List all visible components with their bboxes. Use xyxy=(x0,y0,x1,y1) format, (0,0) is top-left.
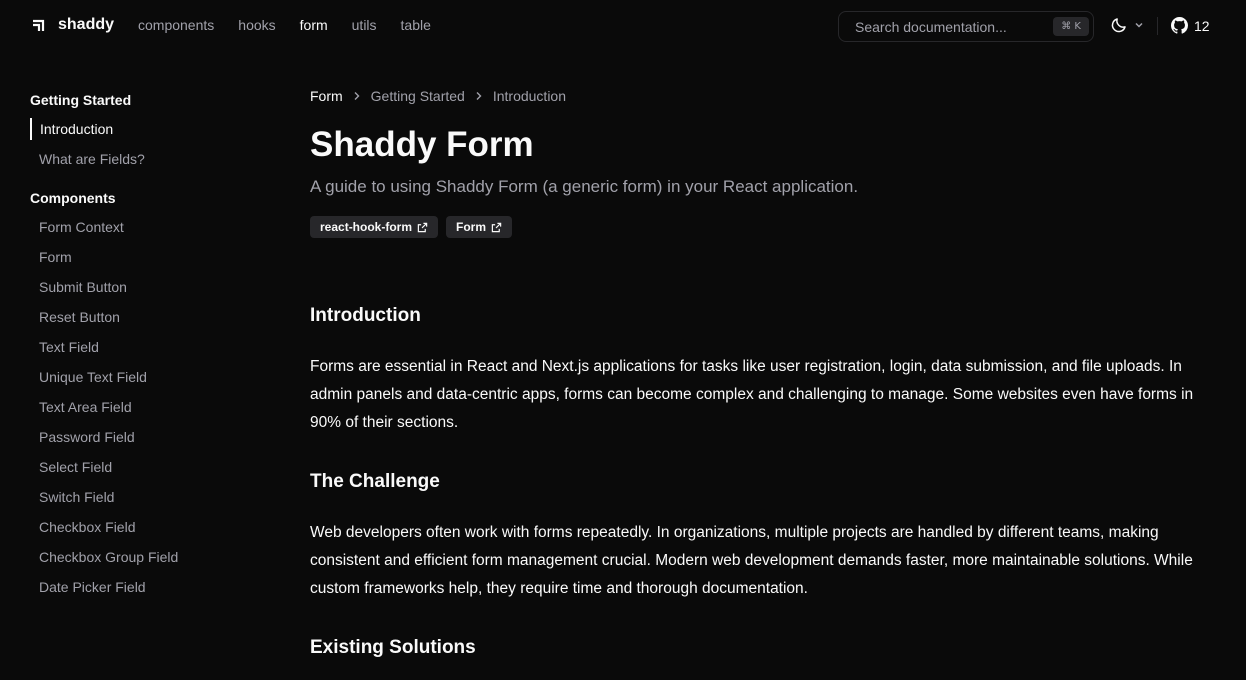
nav-link-hooks[interactable]: hooks xyxy=(238,17,276,33)
nav-link-form[interactable]: form xyxy=(299,17,328,33)
search-shortcut-badge: ⌘ K xyxy=(1053,17,1089,36)
docs-sidebar xyxy=(30,92,270,602)
sidebar-item-form-context[interactable]: Form Context xyxy=(39,219,124,235)
breadcrumb-item-getting-started[interactable]: Getting Started xyxy=(370,88,465,104)
badge-form-link[interactable] xyxy=(446,216,512,238)
sidebar-item-submit-button[interactable]: Submit Button xyxy=(39,279,127,295)
theme-toggle-button[interactable] xyxy=(1110,16,1144,34)
breadcrumb-item-form[interactable]: Form xyxy=(310,88,343,104)
sidebar-item-text-area-field[interactable]: Text Area Field xyxy=(39,399,132,415)
sidebar-item-what-are-fields[interactable]: What are Fields? xyxy=(39,151,145,167)
external-link-icon xyxy=(417,222,428,233)
sidebar-item-select-field[interactable]: Select Field xyxy=(39,459,113,475)
badge-react-hook-form-link[interactable] xyxy=(310,216,438,238)
page-title: Shaddy Form xyxy=(310,125,534,164)
moon-icon xyxy=(1110,16,1128,34)
sidebar-item-reset-button[interactable]: Reset Button xyxy=(39,309,120,325)
badge-label: Form xyxy=(456,220,487,234)
section-body-the-challenge: Web developers often work with forms repeatedly. In organizations, multiple projects are handled by different teams, making consistent and efficient form management crucial. Modern web development demands faster, more maintainable solutions. While custom frameworks help, they require time and thorough documentation. xyxy=(310,524,1193,597)
shaddy-logo-icon xyxy=(30,16,48,34)
sidebar-item-checkbox-group-field[interactable]: Checkbox Group Field xyxy=(39,549,179,565)
header-divider xyxy=(1157,17,1158,35)
sidebar-item-text-field[interactable]: Text Field xyxy=(39,339,99,355)
search-input[interactable] xyxy=(838,11,1094,42)
breadcrumb xyxy=(310,86,1220,106)
chevron-right-icon xyxy=(473,90,485,102)
external-link-icon xyxy=(491,222,502,233)
section-body-introduction: Forms are essential in React and Next.js applications for tasks like user registration, login, data submission, and file uploads. In admin panels and data-centric apps, forms can become complex and challenging to manage. Some websites even have forms in 90% of their sections. xyxy=(310,358,1194,431)
sidebar-item-date-picker-field[interactable]: Date Picker Field xyxy=(39,579,146,595)
sidebar-item-checkbox-field[interactable]: Checkbox Field xyxy=(39,519,136,535)
chevron-down-icon xyxy=(1134,20,1144,30)
sidebar-item-unique-text-field[interactable]: Unique Text Field xyxy=(39,369,147,385)
page-subtitle: A guide to using Shaddy Form (a generic form) in your React application. xyxy=(310,177,859,196)
breadcrumb-item-introduction: Introduction xyxy=(492,88,567,104)
brand-link[interactable] xyxy=(30,16,114,34)
sidebar-item-introduction[interactable]: Introduction xyxy=(30,118,270,140)
chevron-right-icon xyxy=(351,90,363,102)
reference-badges xyxy=(310,216,1220,238)
section-heading-existing-solutions: Existing Solutions xyxy=(310,637,476,658)
sidebar-item-password-field[interactable]: Password Field xyxy=(39,429,135,445)
brand-name: shaddy xyxy=(58,16,115,33)
nav-link-utils[interactable]: utils xyxy=(351,17,377,33)
nav-link-table[interactable]: table xyxy=(400,17,431,33)
github-star-count: 12 xyxy=(1194,17,1210,34)
sidebar-section-title: Components xyxy=(30,190,116,206)
section-heading-introduction: Introduction xyxy=(310,305,421,326)
nav-link-components[interactable]: components xyxy=(138,17,215,33)
sidebar-section-title: Getting Started xyxy=(30,92,132,108)
top-navbar xyxy=(0,0,1246,52)
github-icon xyxy=(1171,17,1188,34)
sidebar-item-form[interactable]: Form xyxy=(39,249,72,265)
search-placeholder: Search documentation... xyxy=(855,18,1007,35)
docs-content xyxy=(310,86,1220,659)
main-nav xyxy=(138,17,431,33)
github-link[interactable] xyxy=(1171,17,1210,34)
section-heading-the-challenge: The Challenge xyxy=(310,471,440,492)
sidebar-item-switch-field[interactable]: Switch Field xyxy=(39,489,115,505)
badge-label: react-hook-form xyxy=(320,220,413,234)
